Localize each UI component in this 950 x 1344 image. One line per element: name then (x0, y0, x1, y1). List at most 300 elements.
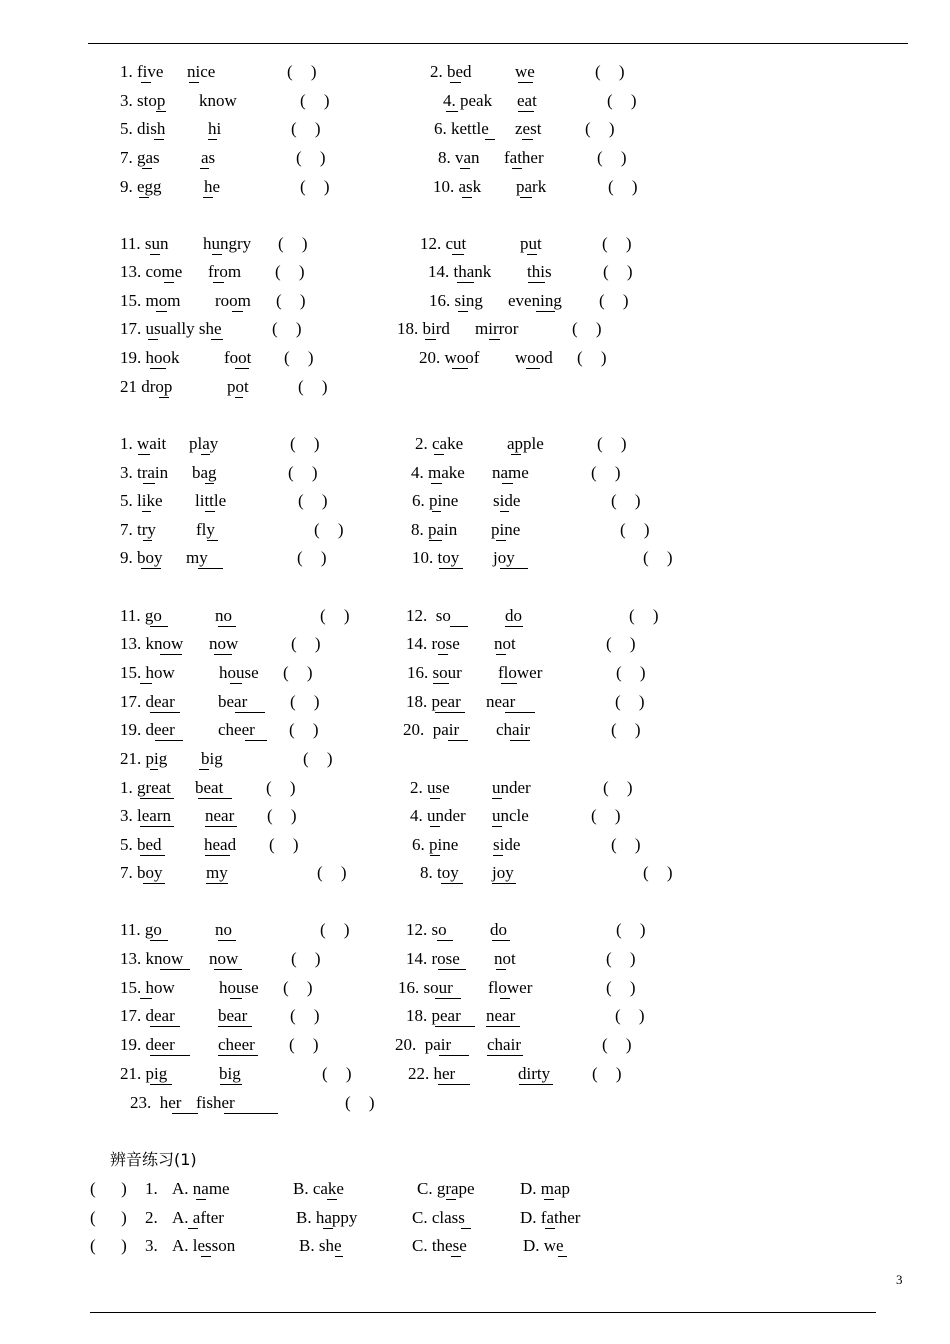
underline-mark (528, 282, 545, 283)
underline-mark (214, 654, 232, 655)
answer-blank[interactable]: ( ) (322, 1064, 352, 1083)
answer-blank[interactable]: ( ) (595, 62, 625, 81)
word-a: 19. hook (120, 348, 180, 367)
word-pair-row (0, 862, 950, 886)
word-d: apple (507, 434, 544, 453)
underline-mark (323, 1228, 333, 1229)
word-c: 16. sour (398, 978, 453, 997)
underline-mark (429, 540, 442, 541)
word-d: mirror (475, 319, 519, 338)
answer-blank[interactable]: ( ) (629, 606, 659, 625)
word-a: 23. her (130, 1093, 182, 1112)
underline-mark (141, 568, 161, 569)
underline-mark (438, 654, 448, 655)
underline-mark (205, 511, 215, 512)
word-pair-row (0, 605, 950, 629)
underline-mark (492, 883, 516, 884)
word-a: 13. know (120, 949, 184, 968)
underline-mark (235, 397, 243, 398)
answer-blank[interactable]: ( ) (572, 319, 602, 338)
word-b: hungry (203, 234, 252, 253)
word-d: name (492, 463, 529, 482)
word-d: not (494, 949, 516, 968)
word-d: chair (496, 720, 530, 739)
underline-mark (327, 1199, 337, 1200)
underline-mark (143, 483, 155, 484)
word-pair-row (0, 1034, 950, 1058)
underline-mark (425, 339, 436, 340)
underline-mark (235, 712, 265, 713)
underline-mark (188, 1228, 198, 1229)
underline-mark (500, 511, 509, 512)
underline-mark (460, 168, 470, 169)
word-a: 19. deer (120, 720, 175, 739)
word-c: 4. make (411, 463, 465, 482)
word-c: 8. toy (420, 863, 459, 882)
underline-mark (492, 798, 502, 799)
underline-mark (198, 568, 223, 569)
underline-mark (526, 368, 540, 369)
underline-mark (150, 769, 158, 770)
word-b: from (208, 262, 242, 281)
underline-mark (441, 883, 463, 884)
question-number: 1. (145, 1179, 158, 1198)
underline-mark (143, 540, 152, 541)
underline-mark (492, 826, 502, 827)
answer-blank[interactable]: ( ) (291, 949, 321, 968)
word-c: 20. woof (419, 348, 480, 367)
word-c: 12. cut (420, 234, 467, 253)
underline-mark (434, 454, 444, 455)
answer-blank[interactable]: ( ) (317, 863, 347, 882)
word-pair-row (0, 347, 950, 371)
word-d: do (490, 920, 507, 939)
word-pair-row (0, 290, 950, 314)
answer-blank[interactable]: ( ) (269, 835, 299, 854)
word-b: nice (187, 62, 216, 81)
answer-blank[interactable]: ( ) (303, 749, 333, 768)
answer-blank[interactable]: ( ) (287, 62, 317, 81)
underline-mark (214, 969, 242, 970)
answer-blank[interactable]: ( ) (616, 920, 646, 939)
underline-mark (196, 1199, 206, 1200)
underline-mark (496, 969, 506, 970)
underline-mark (140, 683, 152, 684)
word-pair-row (0, 1063, 950, 1087)
answer-blank[interactable]: ( ) (602, 234, 632, 253)
word-a: 3. stop (120, 91, 166, 110)
answer-blank[interactable]: ( ) (608, 177, 638, 196)
answer-blank[interactable]: ( ) (290, 1006, 320, 1025)
word-d: flower (488, 978, 533, 997)
word-d: joy (493, 548, 515, 567)
underline-mark (505, 626, 523, 627)
quiz-question (0, 1235, 950, 1259)
underline-mark (140, 855, 165, 856)
underline-mark (446, 111, 458, 112)
underline-mark (150, 1084, 172, 1085)
word-c: 22. her (408, 1064, 456, 1083)
word-c: 14. rose (406, 949, 460, 968)
word-d: eat (517, 91, 537, 110)
answer-blank[interactable]: ( ) (290, 434, 320, 453)
word-a: 5. like (120, 491, 163, 510)
answer-blank[interactable]: ( ) (603, 778, 633, 797)
word-c: 2. bed (430, 62, 472, 81)
word-a: 11. go (120, 606, 162, 625)
word-a: 17. usually she (120, 319, 222, 338)
answer-blank[interactable]: ( ) (320, 606, 350, 625)
answer-blank[interactable]: ( ) (297, 548, 327, 567)
underline-mark (496, 540, 506, 541)
answer-blank[interactable]: ( ) (599, 291, 629, 310)
underline-mark (160, 654, 182, 655)
answer-blank[interactable]: ( ) (289, 1035, 319, 1054)
word-b: cheer (218, 720, 255, 739)
word-pair-row (0, 633, 950, 657)
underline-mark (140, 998, 152, 999)
footer-rule (90, 1312, 876, 1313)
option-c: C. class (412, 1208, 465, 1227)
word-c: 18. bird (397, 319, 450, 338)
answer-blank[interactable]: ( ) (606, 978, 636, 997)
word-c: 18. pear (406, 1006, 461, 1025)
word-pair-row (0, 977, 950, 1001)
answer-blank[interactable]: ( ) (291, 634, 321, 653)
underline-mark (199, 769, 209, 770)
underline-mark (211, 339, 223, 340)
underline-mark (189, 82, 199, 83)
underline-mark (500, 998, 510, 999)
word-b: head (204, 835, 237, 854)
word-d: near (486, 1006, 516, 1025)
word-a: 11. go (120, 920, 162, 939)
underline-mark (203, 197, 213, 198)
word-d: zest (515, 119, 542, 138)
word-b: big (201, 749, 223, 768)
underline-mark (140, 798, 174, 799)
answer-blank[interactable]: ( ) (296, 148, 326, 167)
word-a: 15. mom (120, 291, 181, 310)
word-a: 17. dear (120, 692, 175, 711)
answer-blank[interactable]: ( ) (616, 663, 646, 682)
word-d: do (505, 606, 522, 625)
word-b: fisher (196, 1093, 235, 1112)
underline-mark (430, 855, 440, 856)
word-c: 6. kettle (434, 119, 489, 138)
answer-blank[interactable]: ( ) (643, 548, 673, 567)
word-pair-row (0, 490, 950, 514)
word-b: as (201, 148, 216, 167)
word-b: hi (208, 119, 222, 138)
word-c: 20. pair (395, 1035, 452, 1054)
underline-mark (218, 1055, 258, 1056)
underline-mark (505, 712, 535, 713)
word-d: chair (487, 1035, 521, 1054)
word-b: no (215, 920, 232, 939)
answer-blank[interactable]: ( ) (643, 863, 673, 882)
answer-blank[interactable]: ( ) (591, 806, 621, 825)
underline-mark (230, 998, 242, 999)
underline-mark (232, 311, 243, 312)
underline-mark (435, 1026, 475, 1027)
answer-blank[interactable]: ( ) (611, 491, 641, 510)
answer-blank[interactable]: ( ) (275, 262, 305, 281)
underline-mark (150, 626, 168, 627)
underline-mark (172, 1113, 198, 1114)
option-d: D. father (520, 1208, 581, 1227)
word-d: uncle (492, 806, 529, 825)
answer-blank[interactable]: ( ) (592, 1064, 622, 1083)
word-b: foot (224, 348, 252, 367)
answer-blank[interactable]: ( ) (611, 720, 641, 739)
underline-mark (520, 197, 532, 198)
word-pair-row (0, 147, 950, 171)
word-b: my (206, 863, 228, 882)
underline-mark (487, 1055, 523, 1056)
word-a: 5. dish (120, 119, 166, 138)
underline-mark (431, 483, 442, 484)
word-a: 7. boy (120, 863, 163, 882)
underline-mark (218, 626, 236, 627)
answer-blank[interactable]: ( ) (289, 720, 319, 739)
answer-blank[interactable]: ( ) (606, 634, 636, 653)
option-a: A. name (172, 1179, 230, 1198)
underline-mark (148, 339, 158, 340)
underline-mark (496, 654, 506, 655)
answer-blank[interactable]: ( ) (602, 1035, 632, 1054)
underline-mark (450, 82, 461, 83)
word-pair-row (0, 90, 950, 114)
answer-blank[interactable]: ( ) (300, 91, 330, 110)
underline-mark (450, 626, 468, 627)
word-d: under (492, 778, 531, 797)
underline-mark (139, 197, 149, 198)
word-c: 14. rose (406, 634, 460, 653)
underline-mark (485, 139, 495, 140)
word-c: 4. under (410, 806, 466, 825)
quiz-question (0, 1178, 950, 1202)
underline-mark (154, 139, 164, 140)
underline-mark (518, 111, 534, 112)
answer-blank[interactable]: ( ) (607, 91, 637, 110)
underline-mark (512, 168, 522, 169)
underline-mark (452, 368, 468, 369)
underline-mark (545, 1228, 555, 1229)
underline-mark (438, 969, 466, 970)
word-b: know (199, 91, 237, 110)
underline-mark (536, 311, 555, 312)
word-d: joy (492, 863, 514, 882)
word-a: 15. how (120, 978, 175, 997)
answer-blank[interactable]: ( ) (283, 978, 313, 997)
option-c: C. these (412, 1236, 467, 1255)
word-pair-row (0, 662, 950, 686)
word-c: 20. pair (403, 720, 460, 739)
word-c: 6. pine (412, 835, 459, 854)
answer-blank[interactable]: ( ) (298, 491, 328, 510)
underline-mark (489, 339, 500, 340)
underline-mark (522, 139, 533, 140)
underline-mark (150, 254, 160, 255)
underline-mark (156, 311, 167, 312)
underline-mark (457, 282, 474, 283)
word-d: this (527, 262, 552, 281)
underline-mark (198, 798, 232, 799)
answer-blank[interactable]: ( ) (620, 520, 650, 539)
word-a: 19. deer (120, 1035, 175, 1054)
answer-blank[interactable]: ( ) (290, 692, 320, 711)
answer-blank[interactable]: ( ) (90, 1208, 127, 1227)
underline-mark (493, 855, 503, 856)
word-c: 16. sour (407, 663, 462, 682)
answer-blank[interactable]: ( ) (345, 1093, 375, 1112)
answer-blank[interactable]: ( ) (611, 835, 641, 854)
answer-blank[interactable]: ( ) (267, 806, 297, 825)
answer-blank[interactable]: ( ) (300, 177, 330, 196)
word-pair-row (0, 462, 950, 486)
word-c: 4. peak (443, 91, 493, 110)
word-b: near (205, 806, 235, 825)
answer-blank[interactable]: ( ) (291, 119, 321, 138)
word-a: 1. wait (120, 434, 167, 453)
answer-blank[interactable]: ( ) (606, 949, 636, 968)
underline-mark (218, 940, 236, 941)
word-b: my (186, 548, 208, 567)
answer-blank[interactable]: ( ) (320, 920, 350, 939)
word-b: room (215, 291, 251, 310)
word-d: pine (491, 520, 521, 539)
answer-blank[interactable]: ( ) (615, 692, 645, 711)
option-d: D. map (520, 1179, 571, 1198)
word-d: dirty (518, 1064, 551, 1083)
answer-blank[interactable]: ( ) (597, 434, 627, 453)
answer-blank[interactable]: ( ) (585, 119, 615, 138)
underline-mark (201, 1256, 211, 1257)
underline-mark (208, 139, 217, 140)
underline-mark (150, 1026, 180, 1027)
underline-mark (544, 1199, 554, 1200)
underline-mark (502, 483, 513, 484)
underline-mark (433, 683, 449, 684)
word-pair-row (0, 919, 950, 943)
underline-mark (141, 82, 151, 83)
word-a: 15. how (120, 663, 175, 682)
underline-mark (206, 883, 228, 884)
option-b: B. happy (296, 1208, 358, 1227)
underline-mark (143, 883, 165, 884)
answer-blank[interactable]: ( ) (276, 291, 306, 310)
word-d: father (504, 148, 544, 167)
underline-mark (435, 712, 465, 713)
answer-blank[interactable]: ( ) (288, 463, 318, 482)
underline-mark (213, 282, 224, 283)
underline-mark (492, 940, 510, 941)
option-d: D. we (523, 1236, 564, 1255)
option-a: A. after (172, 1208, 224, 1227)
answer-blank[interactable]: ( ) (615, 1006, 645, 1025)
answer-blank[interactable]: ( ) (266, 778, 296, 797)
answer-blank[interactable]: ( ) (591, 463, 621, 482)
word-d: flower (498, 663, 543, 682)
underline-mark (205, 826, 237, 827)
word-c: 12. so (406, 606, 451, 625)
word-a: 7. gas (120, 148, 160, 167)
underline-mark (212, 254, 222, 255)
page-number: 3 (896, 1272, 903, 1287)
word-c: 18. pear (406, 692, 461, 711)
word-pair-row (0, 318, 950, 342)
underline-mark (451, 1256, 461, 1257)
underline-mark (430, 798, 440, 799)
underline-mark (446, 1199, 456, 1200)
answer-blank[interactable]: ( ) (603, 262, 633, 281)
answer-blank[interactable]: ( ) (284, 348, 314, 367)
word-pair-row (0, 748, 950, 772)
word-pair-row (0, 118, 950, 142)
underline-mark (201, 454, 210, 455)
underline-mark (200, 168, 209, 169)
underline-mark (500, 568, 528, 569)
underline-mark (245, 740, 267, 741)
underline-mark (462, 197, 472, 198)
word-b: fly (196, 520, 215, 539)
underline-mark (230, 683, 242, 684)
underline-mark (501, 683, 517, 684)
answer-blank[interactable]: ( ) (577, 348, 607, 367)
word-pair-row (0, 1092, 950, 1116)
word-d: park (516, 177, 547, 196)
header-rule (88, 43, 908, 44)
answer-blank[interactable]: ( ) (314, 520, 344, 539)
word-c: 14. thank (428, 262, 492, 281)
underline-mark (155, 740, 183, 741)
question-number: 2. (145, 1208, 158, 1227)
answer-blank[interactable]: ( ) (90, 1236, 127, 1255)
word-pair-row (0, 376, 950, 400)
underline-mark (224, 1113, 278, 1114)
underline-mark (558, 1256, 567, 1257)
word-a: 5. bed (120, 835, 162, 854)
underline-mark (461, 1228, 471, 1229)
underline-mark (430, 826, 440, 827)
word-a: 3. train (120, 463, 169, 482)
underline-mark (156, 111, 166, 112)
answer-blank[interactable]: ( ) (90, 1179, 127, 1198)
word-c: 10. toy (412, 548, 460, 567)
word-b: no (215, 606, 232, 625)
underline-mark (140, 826, 174, 827)
word-c: 2. use (410, 778, 450, 797)
answer-blank[interactable]: ( ) (278, 234, 308, 253)
underline-mark (160, 969, 190, 970)
word-d: not (494, 634, 516, 653)
answer-blank[interactable]: ( ) (597, 148, 627, 167)
word-b: he (204, 177, 221, 196)
answer-blank[interactable]: ( ) (272, 319, 302, 338)
answer-blank[interactable]: ( ) (298, 377, 328, 396)
underline-mark (205, 483, 214, 484)
word-c: 2. cake (415, 434, 464, 453)
word-pair-row (0, 233, 950, 257)
word-c: 6. pine (412, 491, 459, 510)
underline-mark (207, 540, 218, 541)
word-b: house (219, 663, 259, 682)
word-a: 17. dear (120, 1006, 175, 1025)
word-pair-row (0, 948, 950, 972)
answer-blank[interactable]: ( ) (283, 663, 313, 682)
underline-mark (452, 254, 464, 255)
